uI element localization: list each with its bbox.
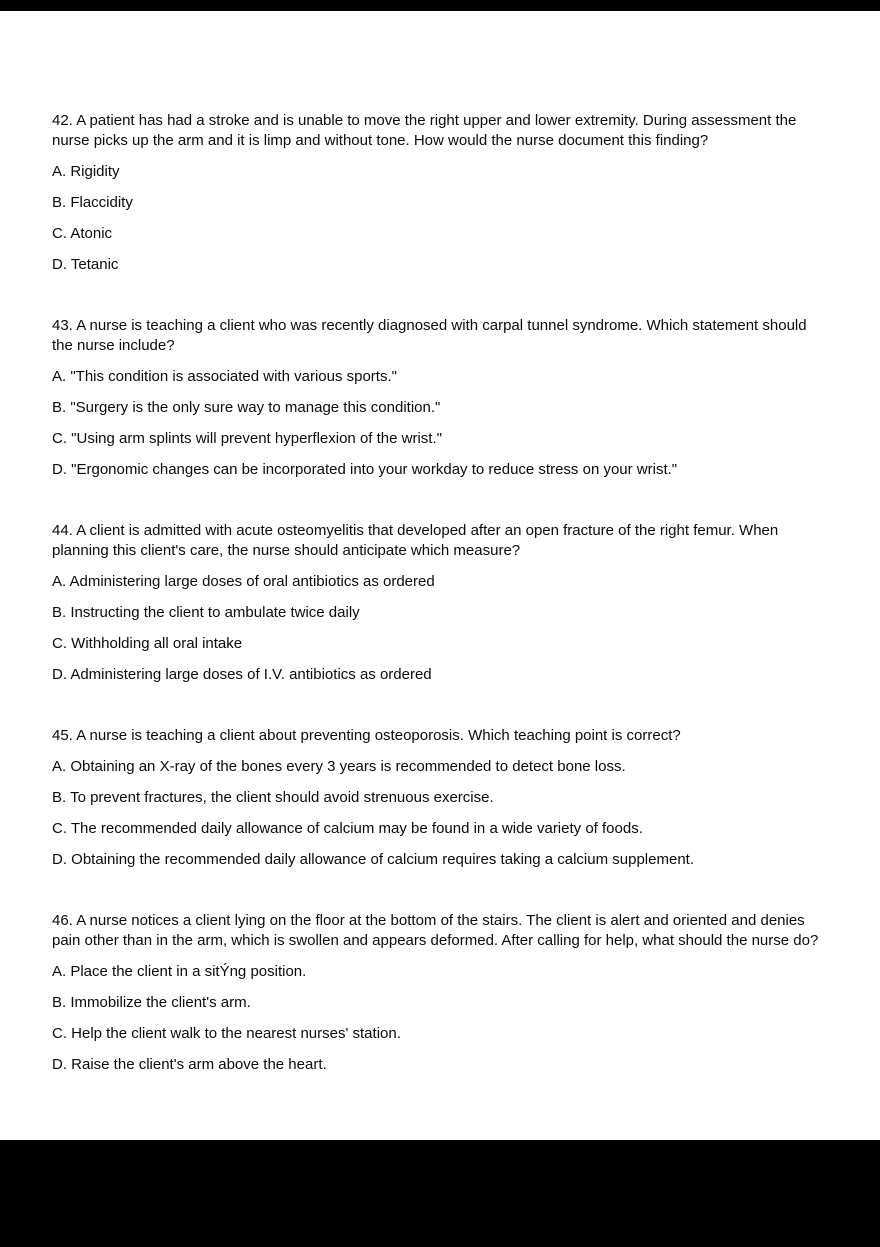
question-text: 46. A nurse notices a client lying on the floor at the bottom of the stairs. The client is alert and oriented and denies pain other than in the arm, which is swollen and appears deformed. After calling for help, what should the nurse do?	[52, 912, 819, 949]
option-d: D. "Ergonomic changes can be incorporated into your workday to reduce stress on your wrist."	[52, 461, 678, 478]
option-a: A. Administering large doses of oral antibiotics as ordered	[52, 573, 435, 590]
question-text: 44. A client is admitted with acute osteomyelitis that developed after an open fracture of the right femur. When planning this client's care, the nurse should anticipate which measure?	[52, 522, 779, 559]
option-d: D. Raise the client's arm above the heart.	[52, 1056, 327, 1073]
question-text: 42. A patient has had a stroke and is unable to move the right upper and lower extremity. During assessment the nurse picks up the arm and it is limp and without tone. How would the nurse document this finding?	[52, 112, 797, 149]
question-block-45	[52, 726, 828, 870]
question-block-44	[52, 521, 828, 685]
option-c: C. The recommended daily allowance of calcium may be found in a wide variety of foods.	[52, 820, 643, 837]
option-b: B. Immobilize the client's arm.	[52, 994, 251, 1011]
option-c: C. Help the client walk to the nearest nurses' station.	[52, 1025, 401, 1042]
document-page	[0, 11, 880, 1140]
question-block-43	[52, 316, 828, 480]
option-b: B. "Surgery is the only sure way to manage this condition."	[52, 399, 441, 416]
question-block-42	[52, 111, 828, 275]
option-c: C. Withholding all oral intake	[52, 635, 243, 652]
option-d: D. Tetanic	[52, 256, 119, 273]
bottom-black-bar	[0, 1140, 880, 1247]
option-b: B. Flaccidity	[52, 194, 133, 211]
option-a: A. Place the client in a sitÝng position.	[52, 963, 307, 980]
option-a: A. Obtaining an X-ray of the bones every 3 years is recommended to detect bone loss.	[52, 758, 626, 775]
option-a: A. "This condition is associated with various sports."	[52, 368, 397, 385]
question-text: 45. A nurse is teaching a client about preventing osteoporosis. Which teaching point is correct?	[52, 727, 681, 744]
question-block-46	[52, 911, 828, 1075]
option-d: D. Administering large doses of I.V. antibiotics as ordered	[52, 666, 432, 683]
option-c: C. "Using arm splints will prevent hyperflexion of the wrist."	[52, 430, 442, 447]
question-text: 43. A nurse is teaching a client who was recently diagnosed with carpal tunnel syndrome. Which statement should the nurse include?	[52, 317, 807, 354]
option-b: B. Instructing the client to ambulate twice daily	[52, 604, 360, 621]
option-a: A. Rigidity	[52, 163, 120, 180]
top-black-bar	[0, 0, 880, 11]
option-d: D. Obtaining the recommended daily allowance of calcium requires taking a calcium supplement.	[52, 851, 694, 868]
option-c: C. Atonic	[52, 225, 113, 242]
option-b: B. To prevent fractures, the client should avoid strenuous exercise.	[52, 789, 494, 806]
